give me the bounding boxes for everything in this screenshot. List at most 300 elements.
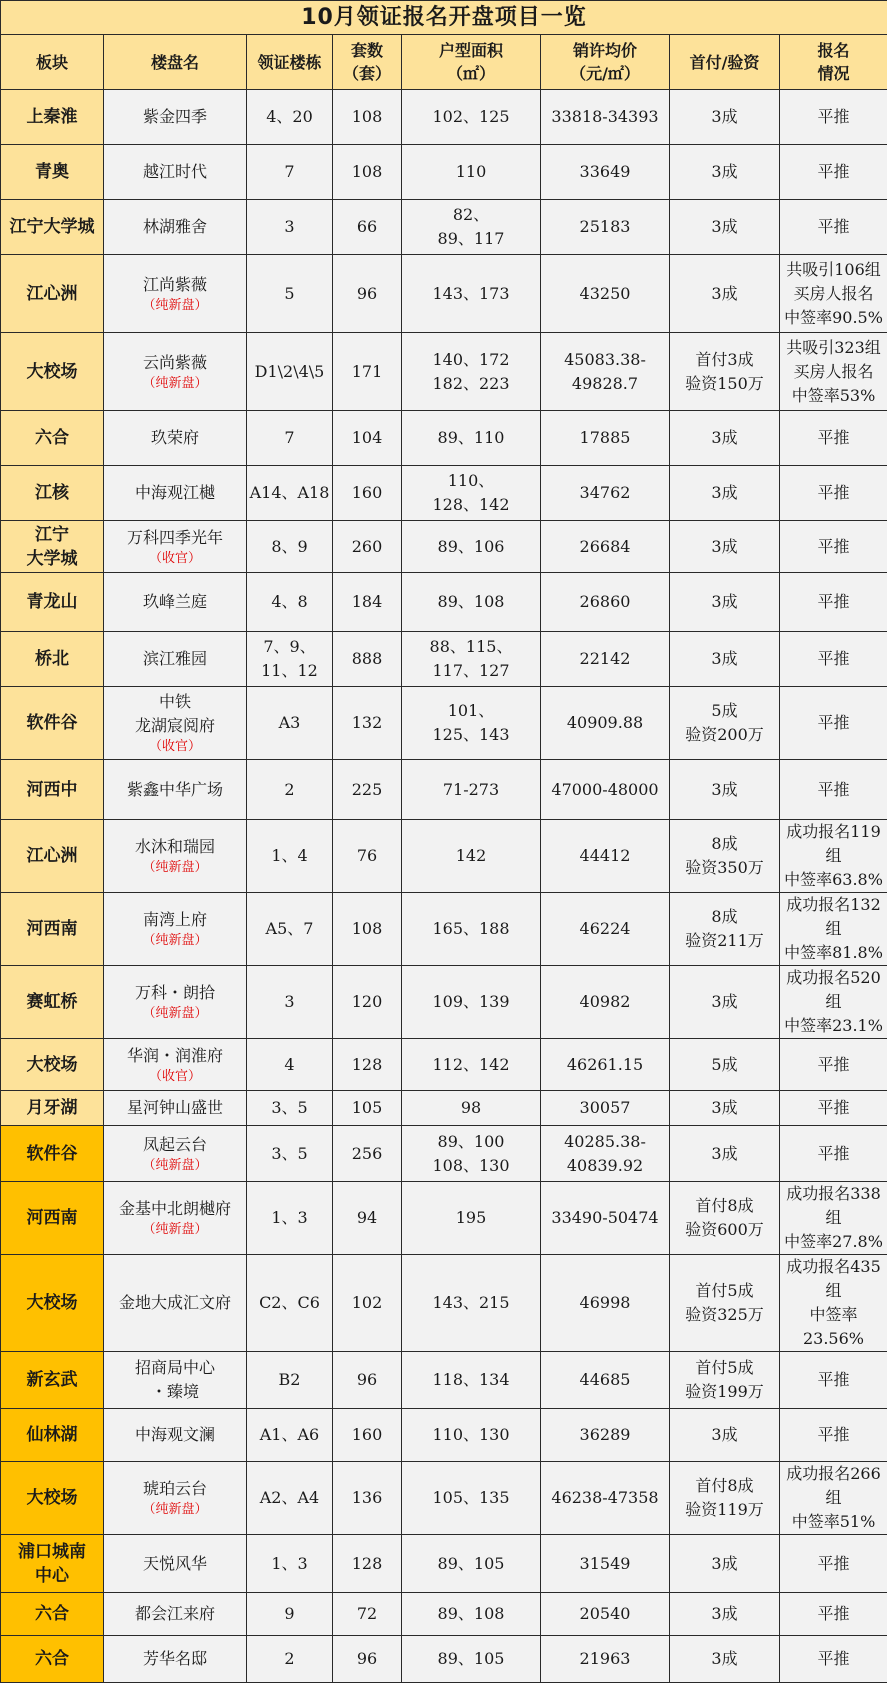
buildings-line: C2、C6 xyxy=(249,1291,330,1315)
region-line: 软件谷 xyxy=(3,1142,101,1166)
cell-buildings xyxy=(247,893,333,966)
cell-units xyxy=(333,90,402,145)
price-line: 26860 xyxy=(543,590,667,614)
price-line: 46261.15 xyxy=(543,1053,667,1077)
cell-region xyxy=(1,255,104,333)
region-line: 六合 xyxy=(3,1602,101,1626)
table-row xyxy=(1,1535,887,1593)
header-payment-line: 首付/验资 xyxy=(672,51,777,74)
name-line: 紫金四季 xyxy=(106,105,244,129)
buildings-line: 1、4 xyxy=(249,844,330,868)
cell-price xyxy=(541,1593,670,1636)
cell-buildings xyxy=(247,255,333,333)
header-price xyxy=(541,35,670,90)
cell-buildings xyxy=(247,573,333,632)
cell-buildings xyxy=(247,1593,333,1636)
cell-status xyxy=(780,1636,887,1683)
status-line: 成功报名266组 xyxy=(782,1462,885,1510)
cell-name xyxy=(104,893,247,966)
status-line: 平推 xyxy=(782,1096,885,1120)
region-line: 江心洲 xyxy=(3,844,101,868)
region-line: 中心 xyxy=(3,1564,101,1588)
cell-area xyxy=(402,411,541,466)
area-line: 89、105 xyxy=(404,1647,538,1671)
cell-units xyxy=(333,632,402,687)
units-value: 104 xyxy=(352,428,383,447)
cell-units xyxy=(333,521,402,573)
cell-name xyxy=(104,573,247,632)
status-line: 买房人报名 xyxy=(782,360,885,384)
cell-region xyxy=(1,893,104,966)
payment-line: 验资325万 xyxy=(672,1303,777,1327)
name-line: 万科・朗拾 xyxy=(106,981,244,1005)
status-line: 成功报名132组 xyxy=(782,893,885,941)
cell-payment xyxy=(670,1039,780,1091)
header-status-line: 情况 xyxy=(782,62,885,85)
area-line: 89、117 xyxy=(404,227,538,251)
cell-buildings xyxy=(247,145,333,200)
name-line: 中海观文澜 xyxy=(106,1423,244,1447)
status-line: 平推 xyxy=(782,1142,885,1166)
payment-line: 验资150万 xyxy=(672,372,777,396)
header-units xyxy=(333,35,402,90)
name-line: 玖峰兰庭 xyxy=(106,590,244,614)
cell-payment xyxy=(670,1182,780,1255)
cell-payment xyxy=(670,521,780,573)
cell-status xyxy=(780,966,887,1039)
name-line: 林湖雅舍 xyxy=(106,215,244,239)
region-line: 江核 xyxy=(3,481,101,505)
cell-name xyxy=(104,1636,247,1683)
cell-payment xyxy=(670,1126,780,1182)
price-line: 40839.92 xyxy=(543,1154,667,1178)
cell-units xyxy=(333,573,402,632)
status-line: 成功报名338组 xyxy=(782,1182,885,1230)
area-line: 118、134 xyxy=(404,1368,538,1392)
status-line: 平推 xyxy=(782,1647,885,1671)
buildings-line: 8、9 xyxy=(249,535,330,559)
cell-buildings xyxy=(247,1091,333,1126)
cell-status xyxy=(780,1091,887,1126)
project-note: （纯新盘） xyxy=(106,297,244,315)
payment-line: 3成 xyxy=(672,590,777,614)
payment-line: 首付8成 xyxy=(672,1474,777,1498)
table-row xyxy=(1,1039,887,1091)
price-line: 31549 xyxy=(543,1552,667,1576)
units-value: 94 xyxy=(357,1208,377,1227)
cell-units xyxy=(333,1535,402,1593)
cell-price xyxy=(541,1039,670,1091)
cell-payment xyxy=(670,145,780,200)
payment-line: 8成 xyxy=(672,905,777,929)
cell-status xyxy=(780,1535,887,1593)
buildings-line: 4、20 xyxy=(249,105,330,129)
area-line: 89、108 xyxy=(404,590,538,614)
cell-status xyxy=(780,1126,887,1182)
payment-line: 3成 xyxy=(672,105,777,129)
price-line: 22142 xyxy=(543,647,667,671)
payment-line: 验资119万 xyxy=(672,1498,777,1522)
payment-line: 3成 xyxy=(672,1096,777,1120)
units-value: 72 xyxy=(357,1604,377,1623)
payment-line: 验资199万 xyxy=(672,1380,777,1404)
cell-price xyxy=(541,411,670,466)
status-line: 成功报名520组 xyxy=(782,966,885,1014)
cell-payment xyxy=(670,333,780,411)
price-line: 44685 xyxy=(543,1368,667,1392)
name-line: 都会江来府 xyxy=(106,1602,244,1626)
cell-price xyxy=(541,1126,670,1182)
name-line: 中铁 xyxy=(106,690,244,714)
cell-price xyxy=(541,466,670,521)
header-area-line: 户型面积 xyxy=(404,39,538,62)
name-line: 越江时代 xyxy=(106,160,244,184)
payment-line: 验资600万 xyxy=(672,1218,777,1242)
cell-region xyxy=(1,521,104,573)
region-line: 河西中 xyxy=(3,778,101,802)
cell-price xyxy=(541,333,670,411)
units-value: 96 xyxy=(357,284,377,303)
cell-region xyxy=(1,1182,104,1255)
project-note: （纯新盘） xyxy=(106,375,244,393)
cell-name xyxy=(104,1535,247,1593)
price-line: 43250 xyxy=(543,282,667,306)
cell-region xyxy=(1,466,104,521)
table-row xyxy=(1,1636,887,1683)
project-note: （纯新盘） xyxy=(106,859,244,877)
cell-area xyxy=(402,1593,541,1636)
cell-name xyxy=(104,1091,247,1126)
price-line: 45083.38- xyxy=(543,348,667,372)
cell-name xyxy=(104,1352,247,1409)
status-line: 平推 xyxy=(782,590,885,614)
cell-price xyxy=(541,632,670,687)
cell-area xyxy=(402,820,541,893)
cell-status xyxy=(780,90,887,145)
area-line: 108、130 xyxy=(404,1154,538,1178)
payment-line: 5成 xyxy=(672,1053,777,1077)
table-row xyxy=(1,411,887,466)
region-line: 江心洲 xyxy=(3,282,101,306)
area-line: 110 xyxy=(404,160,538,184)
cell-price xyxy=(541,573,670,632)
cell-units xyxy=(333,1126,402,1182)
cell-name xyxy=(104,820,247,893)
header-name xyxy=(104,35,247,90)
cell-status xyxy=(780,466,887,521)
area-line: 105、135 xyxy=(404,1486,538,1510)
cell-price xyxy=(541,1409,670,1462)
payment-line: 3成 xyxy=(672,647,777,671)
cell-name xyxy=(104,760,247,820)
cell-payment xyxy=(670,90,780,145)
status-line: 中签率23.56% xyxy=(782,1303,885,1351)
name-line: 天悦风华 xyxy=(106,1552,244,1576)
status-line: 中签率27.8% xyxy=(782,1230,885,1254)
cell-price xyxy=(541,820,670,893)
cell-name xyxy=(104,145,247,200)
cell-payment xyxy=(670,466,780,521)
project-note: （纯新盘） xyxy=(106,1501,244,1519)
cell-status xyxy=(780,687,887,760)
cell-area xyxy=(402,1182,541,1255)
payment-line: 3成 xyxy=(672,778,777,802)
name-line: ・臻境 xyxy=(106,1380,244,1404)
name-line: 芳华名邸 xyxy=(106,1647,244,1671)
payment-line: 3成 xyxy=(672,535,777,559)
price-line: 33490-50474 xyxy=(543,1206,667,1230)
cell-name xyxy=(104,1039,247,1091)
price-line: 47000-48000 xyxy=(543,778,667,802)
region-line: 河西南 xyxy=(3,1206,101,1230)
region-line: 六合 xyxy=(3,426,101,450)
cell-region xyxy=(1,1535,104,1593)
table-row xyxy=(1,632,887,687)
table-title: 10月领证报名开盘项目一览 xyxy=(1,1,887,35)
cell-region xyxy=(1,1039,104,1091)
area-line: 89、106 xyxy=(404,535,538,559)
cell-name xyxy=(104,521,247,573)
buildings-line: A5、7 xyxy=(249,917,330,941)
cell-area xyxy=(402,893,541,966)
cell-area xyxy=(402,1126,541,1182)
cell-buildings xyxy=(247,1182,333,1255)
area-line: 88、115、 xyxy=(404,635,538,659)
cell-name xyxy=(104,632,247,687)
cell-units xyxy=(333,333,402,411)
payment-line: 5成 xyxy=(672,699,777,723)
status-line: 平推 xyxy=(782,711,885,735)
cell-region xyxy=(1,333,104,411)
area-line: 142 xyxy=(404,844,538,868)
cell-region xyxy=(1,632,104,687)
price-line: 36289 xyxy=(543,1423,667,1447)
cell-area xyxy=(402,200,541,255)
cell-status xyxy=(780,1182,887,1255)
cell-units xyxy=(333,466,402,521)
cell-payment xyxy=(670,200,780,255)
region-line: 青龙山 xyxy=(3,590,101,614)
cell-name xyxy=(104,1409,247,1462)
cell-region xyxy=(1,411,104,466)
units-value: 120 xyxy=(352,992,383,1011)
buildings-line: 5 xyxy=(249,282,330,306)
cell-name xyxy=(104,90,247,145)
project-note: （纯新盘） xyxy=(106,1157,244,1175)
region-line: 大校场 xyxy=(3,360,101,384)
units-value: 96 xyxy=(357,1370,377,1389)
region-line: 软件谷 xyxy=(3,711,101,735)
buildings-line: 11、12 xyxy=(249,659,330,683)
buildings-line: 1、3 xyxy=(249,1552,330,1576)
table-row xyxy=(1,1255,887,1352)
cell-units xyxy=(333,1039,402,1091)
cell-units xyxy=(333,200,402,255)
cell-units xyxy=(333,1593,402,1636)
status-line: 平推 xyxy=(782,1552,885,1576)
cell-buildings xyxy=(247,687,333,760)
table-row xyxy=(1,145,887,200)
cell-buildings xyxy=(247,966,333,1039)
header-row xyxy=(1,35,887,90)
cell-price xyxy=(541,90,670,145)
project-note: （收官） xyxy=(106,1068,244,1086)
cell-price xyxy=(541,1462,670,1535)
cell-region xyxy=(1,200,104,255)
cell-name xyxy=(104,1593,247,1636)
cell-buildings xyxy=(247,1039,333,1091)
name-line: 云尚紫薇 xyxy=(106,351,244,375)
cell-region xyxy=(1,145,104,200)
status-line: 共吸引106组 xyxy=(782,258,885,282)
header-status-line: 报名 xyxy=(782,39,885,62)
cell-area xyxy=(402,255,541,333)
cell-status xyxy=(780,333,887,411)
cell-region xyxy=(1,1593,104,1636)
cell-status xyxy=(780,200,887,255)
price-line: 17885 xyxy=(543,426,667,450)
cell-area xyxy=(402,1039,541,1091)
cell-payment xyxy=(670,1255,780,1352)
name-line: 水沐和瑞园 xyxy=(106,835,244,859)
name-line: 南湾上府 xyxy=(106,908,244,932)
area-line: 71-273 xyxy=(404,778,538,802)
cell-payment xyxy=(670,1593,780,1636)
header-buildings xyxy=(247,35,333,90)
cell-payment xyxy=(670,1462,780,1535)
cell-price xyxy=(541,760,670,820)
status-line: 中签率51% xyxy=(782,1510,885,1534)
cell-price xyxy=(541,1182,670,1255)
units-value: 888 xyxy=(352,649,383,668)
cell-payment xyxy=(670,255,780,333)
name-line: 万科四季光年 xyxy=(106,526,244,550)
units-value: 160 xyxy=(352,483,383,502)
cell-status xyxy=(780,573,887,632)
cell-region xyxy=(1,1255,104,1352)
payment-line: 首付5成 xyxy=(672,1279,777,1303)
cell-units xyxy=(333,1091,402,1126)
region-line: 六合 xyxy=(3,1647,101,1671)
table-row xyxy=(1,1182,887,1255)
units-value: 108 xyxy=(352,919,383,938)
buildings-line: A1、A6 xyxy=(249,1423,330,1447)
buildings-line: B2 xyxy=(249,1368,330,1392)
table-row xyxy=(1,760,887,820)
cell-status xyxy=(780,1593,887,1636)
region-line: 大校场 xyxy=(3,1486,101,1510)
cell-region xyxy=(1,1091,104,1126)
name-line: 琥珀云台 xyxy=(106,1477,244,1501)
payment-line: 3成 xyxy=(672,1552,777,1576)
status-line: 平推 xyxy=(782,426,885,450)
status-line: 中签率81.8% xyxy=(782,941,885,965)
area-line: 109、139 xyxy=(404,990,538,1014)
cell-region xyxy=(1,820,104,893)
name-line: 金基中北朗樾府 xyxy=(106,1197,244,1221)
cell-payment xyxy=(670,632,780,687)
status-line: 平推 xyxy=(782,1368,885,1392)
cell-payment xyxy=(670,760,780,820)
cell-area xyxy=(402,1535,541,1593)
table-row xyxy=(1,573,887,632)
payment-line: 3成 xyxy=(672,426,777,450)
cell-price xyxy=(541,255,670,333)
cell-buildings xyxy=(247,1535,333,1593)
table-row xyxy=(1,1126,887,1182)
status-line: 平推 xyxy=(782,215,885,239)
region-line: 赛虹桥 xyxy=(3,990,101,1014)
price-line: 20540 xyxy=(543,1602,667,1626)
status-line: 成功报名435组 xyxy=(782,1255,885,1303)
header-region xyxy=(1,35,104,90)
region-line: 上秦淮 xyxy=(3,105,101,129)
price-line: 26684 xyxy=(543,535,667,559)
units-value: 66 xyxy=(357,217,377,236)
cell-status xyxy=(780,1255,887,1352)
region-line: 大校场 xyxy=(3,1291,101,1315)
status-line: 平推 xyxy=(782,647,885,671)
buildings-line: 7 xyxy=(249,160,330,184)
status-line: 平推 xyxy=(782,105,885,129)
cell-area xyxy=(402,1462,541,1535)
buildings-line: A3 xyxy=(249,711,330,735)
cell-name xyxy=(104,200,247,255)
cell-status xyxy=(780,1409,887,1462)
cell-buildings xyxy=(247,466,333,521)
units-value: 225 xyxy=(352,780,383,799)
project-note: （收官） xyxy=(106,738,244,756)
header-area-line: （㎡） xyxy=(404,62,538,85)
area-line: 89、105 xyxy=(404,1552,538,1576)
status-line: 平推 xyxy=(782,160,885,184)
area-line: 102、125 xyxy=(404,105,538,129)
units-value: 76 xyxy=(357,846,377,865)
buildings-line: 9 xyxy=(249,1602,330,1626)
region-line: 浦口城南 xyxy=(3,1540,101,1564)
units-value: 96 xyxy=(357,1649,377,1668)
price-line: 44412 xyxy=(543,844,667,868)
status-line: 成功报名119组 xyxy=(782,820,885,868)
cell-units xyxy=(333,760,402,820)
cell-buildings xyxy=(247,632,333,687)
units-value: 102 xyxy=(352,1293,383,1312)
table-row xyxy=(1,820,887,893)
units-value: 132 xyxy=(352,713,383,732)
header-price-line: 销许均价 xyxy=(543,39,667,62)
cell-buildings xyxy=(247,1126,333,1182)
cell-region xyxy=(1,760,104,820)
payment-line: 3成 xyxy=(672,160,777,184)
area-line: 98 xyxy=(404,1096,538,1120)
cell-buildings xyxy=(247,820,333,893)
table-row xyxy=(1,1091,887,1126)
cell-price xyxy=(541,1091,670,1126)
cell-region xyxy=(1,1409,104,1462)
cell-units xyxy=(333,255,402,333)
cell-price xyxy=(541,521,670,573)
title-row xyxy=(1,1,887,35)
name-line: 招商局中心 xyxy=(106,1356,244,1380)
buildings-line: 2 xyxy=(249,1647,330,1671)
status-line: 平推 xyxy=(782,1602,885,1626)
buildings-line: 3、5 xyxy=(249,1096,330,1120)
header-price-line: （元/㎡） xyxy=(543,62,667,85)
table-body xyxy=(1,90,887,1683)
units-value: 136 xyxy=(352,1488,383,1507)
header-units-line: 套数 xyxy=(335,39,399,62)
cell-payment xyxy=(670,966,780,1039)
